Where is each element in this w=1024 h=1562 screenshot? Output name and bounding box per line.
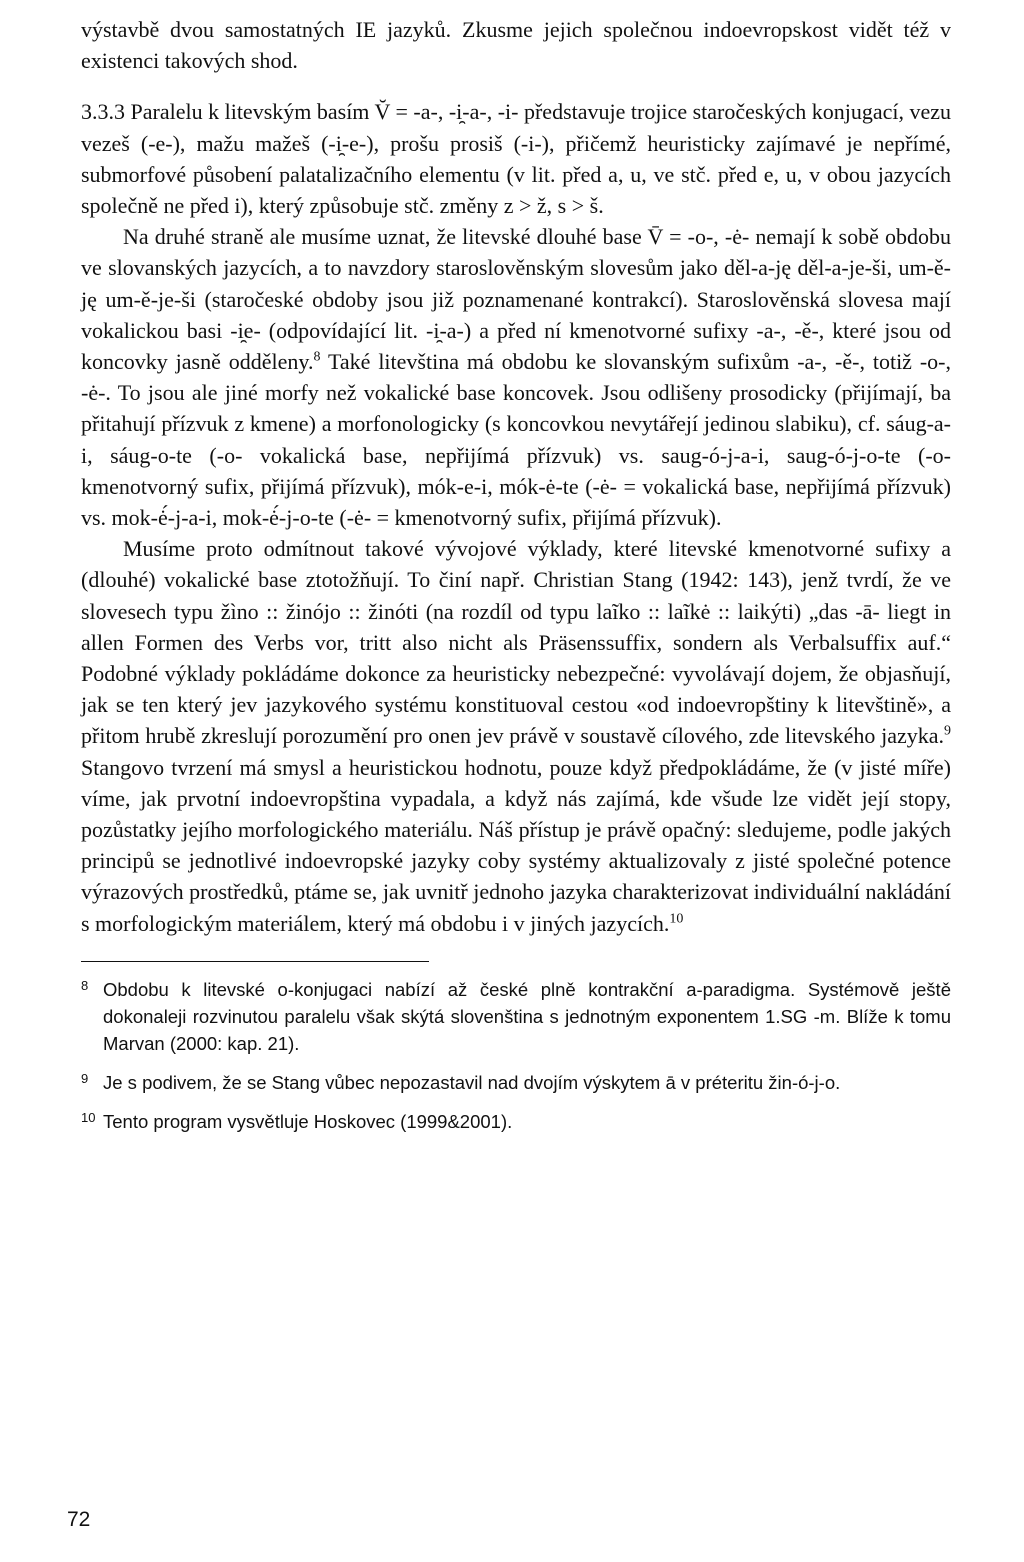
paragraph-long-bases: [81, 221, 951, 533]
paragraph-stang-text: Musíme proto odmítnout takové vývojové výklady, které litevské kmenotvorné sufixy a (dlouhé) vokalické base ztotožňují. To činí např. Christian Stang (1942: 143), jenž tvrdí, že ve slovesech typu žìno :: žinójo :: žinóti (na rozdíl od typu laĩko :: laĩkė :: laikýti) „das -ā- liegt in allen Formen des Verbs vor, tritt also nicht als Präsenssuffix, sondern als Verbalsuffix auf.“ Podobné výklady pokládáme dokonce za heuristicky nebezpečné: vyvolávají dojem, že objasňují, jak se ten který jev jazykového systému konstituoval cestou «od indoevropštiny k litevštině», a přitom hrubě zkreslují porozumění pro onen jev právě v soustavě cílového, zde litevského jazyka.: [81, 536, 951, 749]
footnotes: [81, 961, 951, 1135]
footnote-divider: [81, 961, 429, 962]
footnote-number: 9: [81, 1070, 89, 1086]
footnote-text: Tento program vysvětluje Hoskovec (1999&2001).: [103, 1110, 513, 1132]
footnote-text: Obdobu k litevské o-konjugaci nabízí až české plně kontrakční a-paradigma. Systémově ještě dokonaleji rozvinutou paralelu však skýtá slovenština s jednotným exponentem 1.SG -m. Blíže k tomu Marvan (2000: kap. 21).: [103, 978, 951, 1054]
footnote-10: [81, 1108, 951, 1135]
paragraph-intro: výstavbě dvou samostatných IE jazyků. Zkusme jejich společnou indoevropskost vidět též v existenci takových shod.: [81, 17, 951, 74]
page: [81, 14, 951, 1147]
paragraph-3-3-3: 3.3.3 Paralelu k litevským basím V̆ = -a-, -i̯-a-, -i- představuje trojice staročeských konjugací, vezu vezeš (-e-), mažu mažeš (-i̯-e-), prošu prosiš (-i-), přičemž heuristicky zajímavé je nepřímé, submorfové působení palatalizačního elementu (v lit. před a, u, ve stč. před e, u, v obou jazycích společně ne před i), který způsobuje stč. změny z > ž, s > š.: [81, 99, 951, 219]
paragraph-long-bases-continued: Také litevština má obdobu ke slovanským sufixům -a-, -ě-, totiž -o-, -ė-. To jsou ale jiné morfy než vokalické base koncovek. Jsou odlišeny prosodicky (přijímají, ba přitahují přízvuk z kmene) a morfonologicky (s koncovkou nevytářejí jedinou slabiku), cf. sáug-a-i, sáug-o-te (-o- vokalická base, nepřijímá přízvuk) vs. saug-ó-j-a-i, saug-ó-j-o-te (-o- kmenotvorný sufix, přijímá přízvuk), mók-e-i, mók-ė-te (-ė- = vokalická base, nepřijímá přízvuk) vs. mok-ė́-j-a-i, mok-ė́-j-o-te (-ė- = kmenotvorný sufix, přijímá přízvuk).: [81, 349, 952, 531]
footnote-8: [81, 976, 951, 1057]
footnote-number: 8: [81, 977, 89, 993]
footnote-ref-10[interactable]: 10: [669, 911, 684, 927]
footnote-text: Je s podivem, že se Stang vůbec nepozastavil nad dvojím výskytem ā v préteritu žin-ó-j-o.: [103, 1071, 841, 1093]
paragraph-long-bases-text: Na druhé straně ale musíme uznat, že litevské dlouhé base V̄ = -o-, -ė- nemají k sobě obdobu ve slovanských jazycích, a to navzdory staroslověnským slovesům jako děl-a-ję děl-a-je-ši, um-ě-ję um-ě-je-ši (staročeské obdoby jsou již poznamenané kontrakcí). Staroslověnská slovesa mají vokalickou basi -i̯e- (odpovídající lit. -i̯-a-) a před ní kmenotvorné sufixy -a-, -ě-, které jsou od koncovky jasně odděleny.: [81, 224, 951, 375]
paragraph-stang-continued: Stangovo tvrzení má smysl a heuristickou hodnotu, pouze když předpokládáme, že (v jisté míře) víme, jak prvotní indoevropština vypadala, a když nás zajímá, kde všude lze vidět její stopy, pozůstatky jejího morfologického materiálu. Náš přístup je právě opačný: sledujeme, podle jakých principů se jednotlivé indoevropské jazyky coby systémy aktualizovaly z jisté společné potence výrazových prostředků, ptáme se, jak uvnitř jednoho jazyka charakterizovat individuální nakládání s morfologickým materiálem, který má obdobu i v jiných jazycích.: [81, 754, 951, 936]
paragraph-stang: [81, 533, 951, 939]
footnote-ref-9[interactable]: 9: [944, 724, 951, 740]
footnote-number: 10: [81, 1109, 96, 1125]
footnote-9: [81, 1069, 951, 1096]
body-text: [81, 14, 951, 939]
page-number: 72: [67, 1508, 91, 1531]
footnote-ref-8[interactable]: 8: [313, 349, 321, 365]
